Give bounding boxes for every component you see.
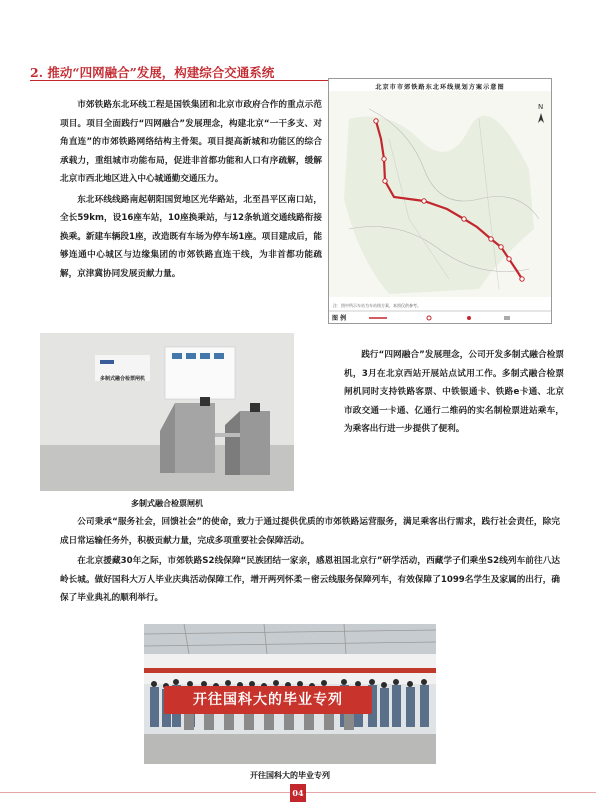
paragraph-route: 东北环线线路南起朝阳国贸地区光华路站，北至昌平区南口站，全长59km，设16座车站，10座换乘站，与12条轨道交通线路衔接换乘。新建车辆段1座，改造既有车场为停车场1座。项目建成后，能够连通中心城区与边缘集团的市郊铁路直连干线，为非首都功能疏解，京津冀协同发展贡献力量。 xyxy=(60,194,322,279)
heading-rule xyxy=(30,80,330,81)
graduation-banner: 开往国科大的毕业专列 xyxy=(193,692,343,708)
map-legend-label: 图 例 xyxy=(332,315,347,322)
compass-label: N xyxy=(538,103,544,111)
left-column xyxy=(60,96,322,283)
ticket-gate-photo xyxy=(40,333,294,491)
paragraph-service: 公司秉承“服务社会，回馈社会”的使命，致力于通过提供优质的市郊铁路运营服务，满足乘客出行需求，践行社会责任，除完成日常运输任务外，积极贡献力量，完成多项重要社会保障活动。 xyxy=(60,517,560,546)
section-heading: 2. 推动“四网融合”发展，构建综合交通系统 xyxy=(30,65,275,80)
gate-sign-text: 多制式融合检票闸机 xyxy=(100,376,146,382)
paragraph-ticket-gate: 践行“四网融合”发展理念，公司开发多制式融合检票机，3月在北京西站开展站点试用工作。多制式融合检票闸机同时支持铁路客票、中铁银通卡、铁路e卡通、北京市政交通一卡通、亿通行二维码的实名制检票进站乘车，为乘客出行进一步提供了便利。 xyxy=(344,350,564,434)
route-map xyxy=(328,78,552,324)
graduation-train-photo xyxy=(144,624,436,764)
paragraph-intro: 市郊铁路东北环线工程是国铁集团和北京市政府合作的重点示范项目。项目全面践行“四网融合”发展理念，构建北京“一干多支、对角直连”的市郊铁路网络结构主骨架。项目提高新城和功能区的综合承载力，重组城市功能布局，促进非首都功能和人口有序疏解，缓解北京市西北地区进入中心城通勤交通压力。 xyxy=(60,100,322,184)
map-drawing xyxy=(329,79,551,323)
caption-graduation-train: 开往国科大的毕业专列 xyxy=(250,771,330,780)
bottom-text xyxy=(60,513,560,608)
right-column xyxy=(344,346,564,439)
caption-ticket-gate: 多制式融合检票闸机 xyxy=(131,499,203,508)
paragraph-events: 在北京援藏30年之际，市郊铁路S2线保障“民族团结一家亲，感恩祖国北京行”研学活动，西藏学子们乘坐S2线列车前往八达岭长城。做好国科大万人毕业庆典活动保障工作，增开两列怀柔－密云线服务保障列车，有效保障了1099名学生及家属的出行，确保了毕业典礼的顺利举行。 xyxy=(60,556,560,603)
svg-text:注：图中所示车站为车站线方案，本图仅供参考。: 注：图中所示车站为车站线方案，本图仅供参考。 xyxy=(333,303,421,308)
page-number: 04 xyxy=(290,784,306,802)
map-title: 北京市市郊铁路东北环线规划方案示意图 xyxy=(375,84,505,91)
